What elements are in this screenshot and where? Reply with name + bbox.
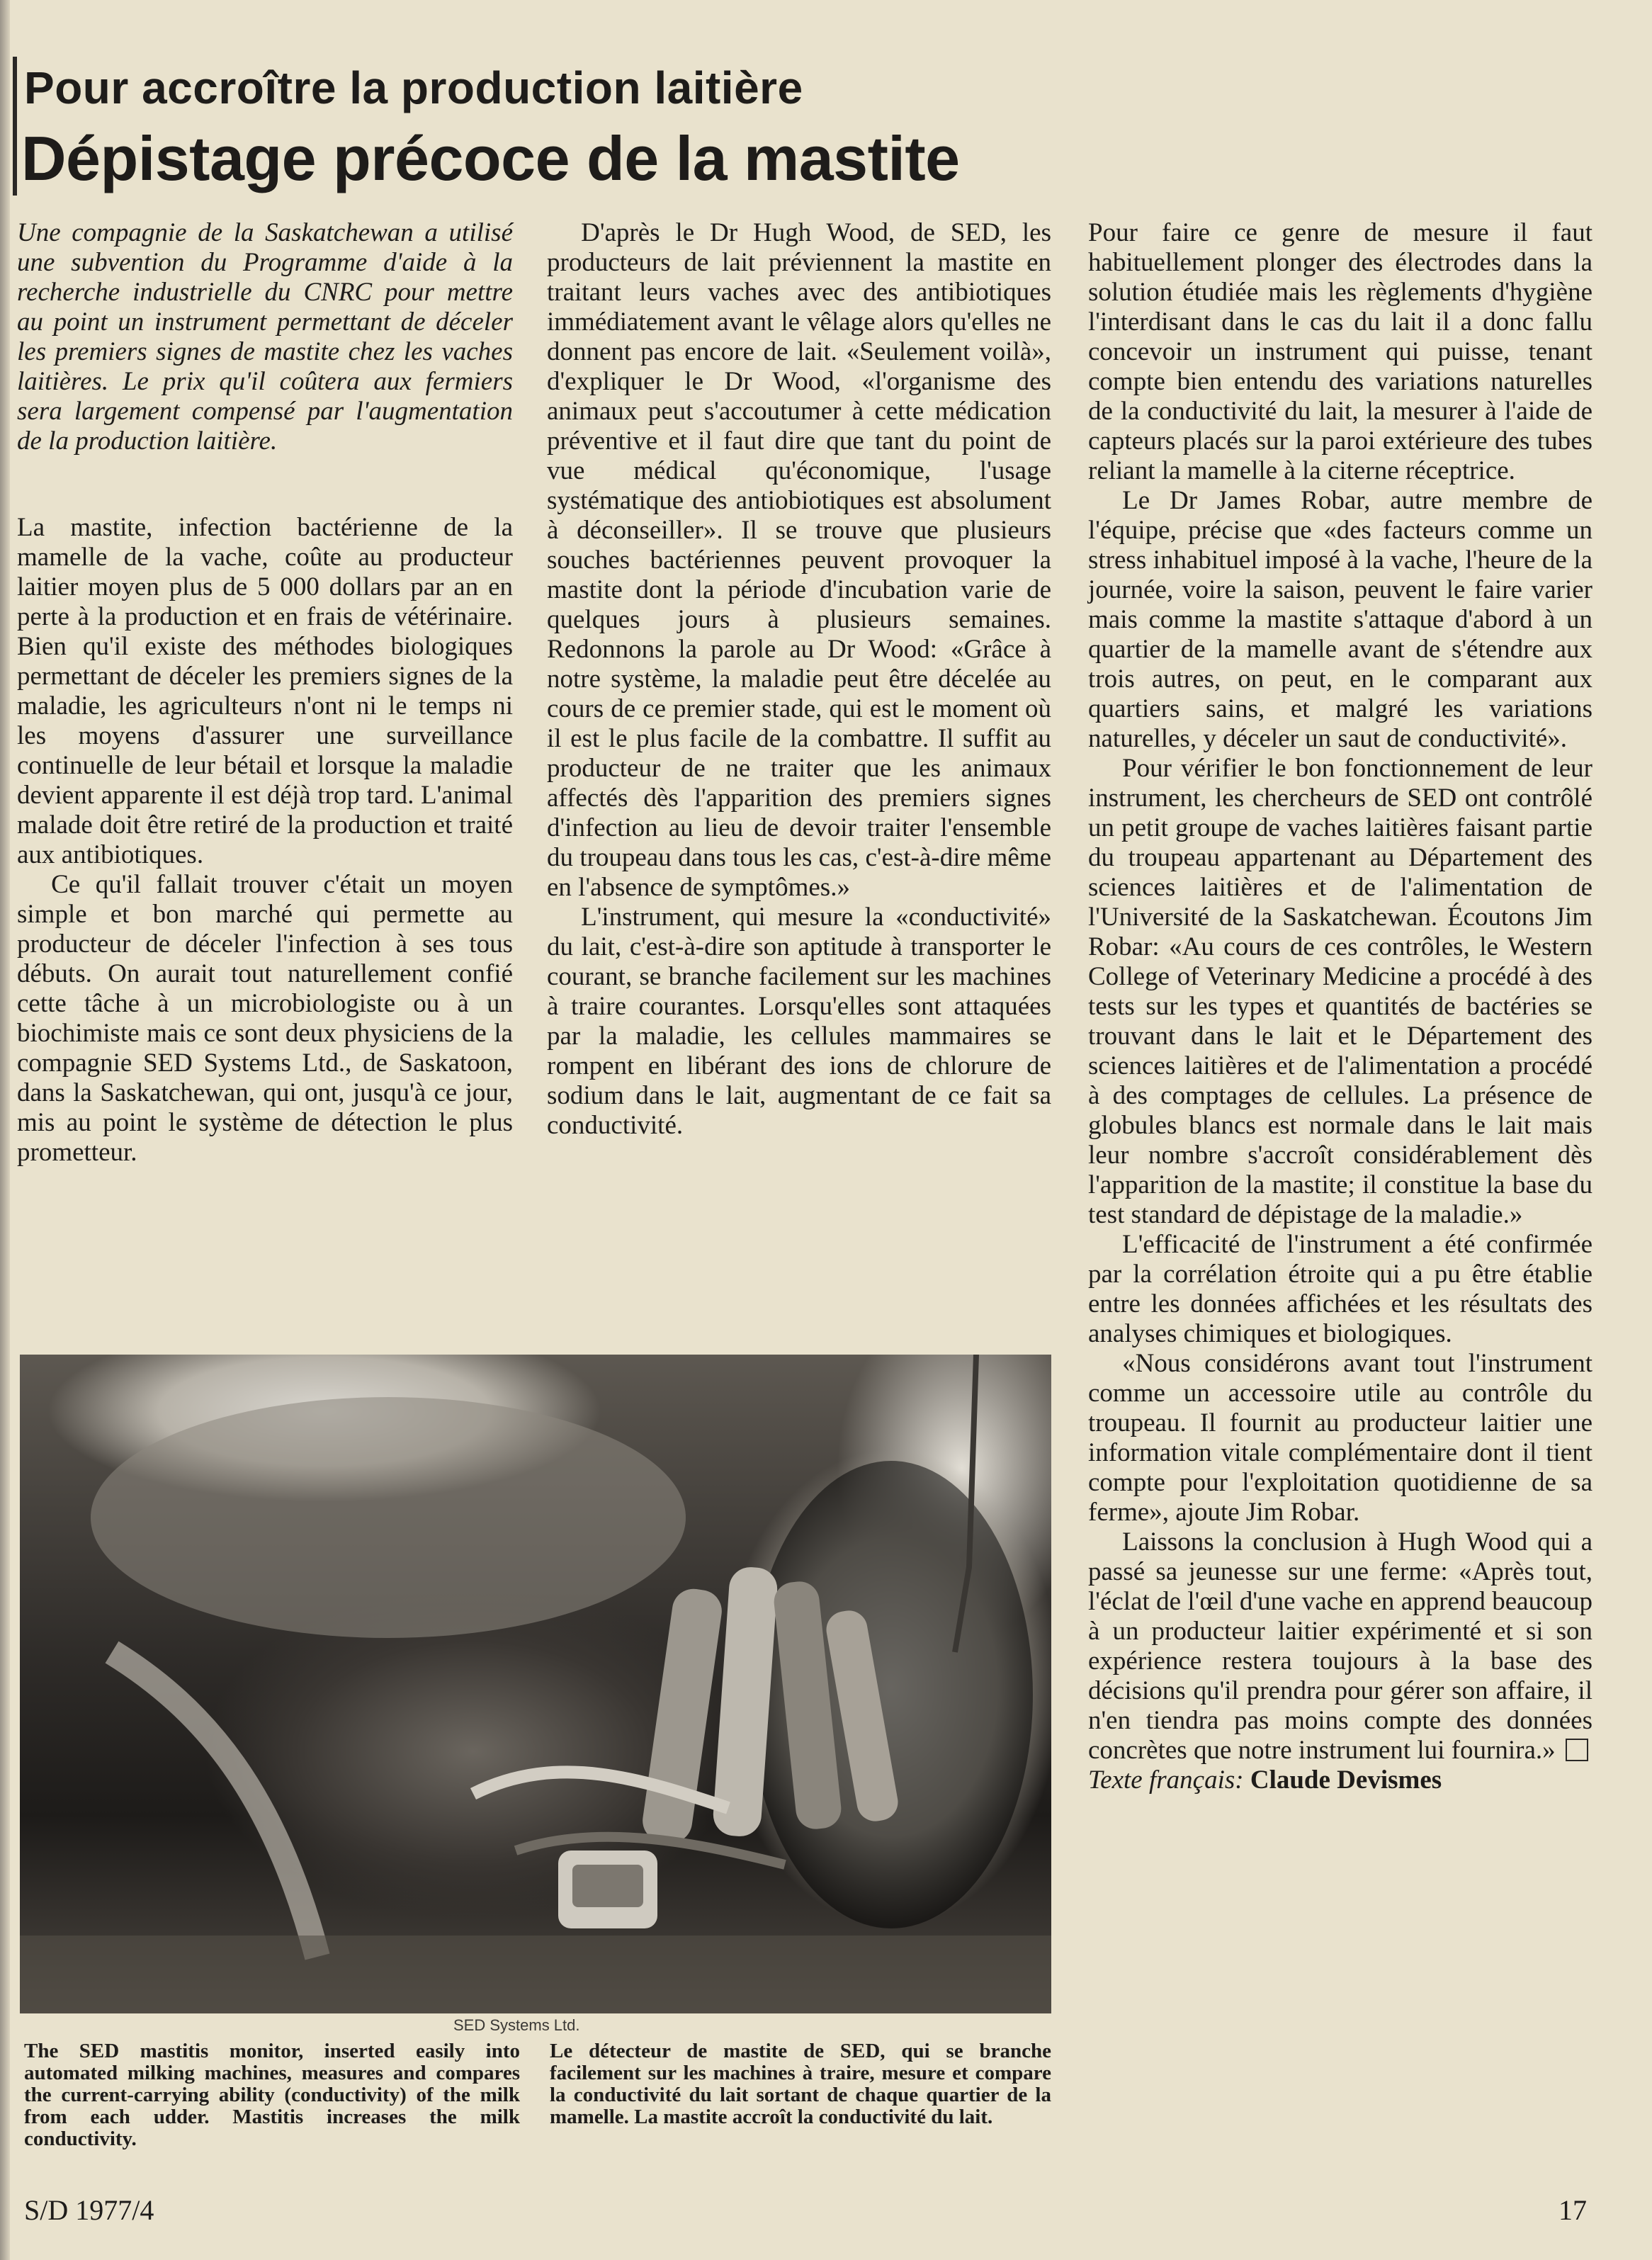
paragraph: L'instrument, qui mesure la «conductivité» du lait, c'est-à-dire son aptitude à transporter le courant, se branche facilement sur les machines à traire courantes. Lorsqu'elles sont attaquées par la maladie, les cellules mammaires se rompent en libérant des ions de chlorure de sodium dans le lait, augmentant de ce fait sa conductivité. [547,903,1051,1140]
caption-french: Le détecteur de mastite de SED, qui se branche facilement sur les machines à traire, mesure et compare la conductivité du lait sortant de chaque quartier de la mamelle. La mastite accroît la conductivité du lait. [550,2040,1051,2128]
photo-illustration [20,1355,1051,2013]
byline-prefix: Texte français: [1088,1765,1244,1795]
article-kicker: Pour accroître la production laitière [24,62,803,113]
byline [1088,1765,1592,1795]
paragraph: La mastite, infection bactérienne de la mamelle de la vache, coûte au producteur laitier moyen plus de 5 000 dollars par an en perte à la production et en frais de vétérinaire. Bien qu'il existe des méthodes biologiques permettant de déceler les premiers signes de la maladie, les agriculteurs n'ont ni le temps ni les moyens d'assurer une surveillance continuelle de leur bétail et lorsque la maladie devient apparente il est déjà trop tard. L'animal malade doit être retiré de la production et traité aux antibiotiques. [17,513,513,869]
paragraph: L'efficacité de l'instrument a été confirmée par la corrélation étroite qui a pu être établie entre les données affichées et les résultats des analyses chimiques et biologiques. [1088,1230,1592,1348]
paragraph: Ce qu'il fallait trouver c'était un moyen simple et bon marché qui permette au producteur de déceler l'infection à ses tous débuts. On aurait tout naturellement confié cette tâche à un microbiologiste ou à un biochimiste mais ce sont deux physiciens de la compagnie SED Systems Ltd., de Saskatoon, dans la Saskatchewan, qui ont, jusqu'à ce jour, mis au point le système de détection le plus prometteur. [17,870,513,1167]
paragraph: Pour vérifier le bon fonctionnement de leur instrument, les chercheurs de SED ont contrôlé un petit groupe de vaches laitières faisant partie du troupeau appartenant au Département des sciences laitières et de l'alimentation de l'Université de la Saskatchewan. Écoutons Jim Robar: «Au cours de ces contrôles, le Western College of Veterinary Medicine a procédé à des tests sur les types et quantités de bactéries se trouvant dans le lait et le Département des sciences laitières et de l'alimentation a procédé à des comptages de cellules. La présence de globules blancs est normale dans le lait mais leur nombre s'accroît considérablement dès l'apparition de la mastite; il constitue la base du test standard de dépistage de la maladie.» [1088,754,1592,1229]
issue-label: S/D 1977/4 [24,2194,154,2226]
paragraph-final [1088,1527,1592,1765]
lead-spacer [17,456,513,513]
photo-credit: SED Systems Ltd. [453,2016,580,2034]
title-rule [13,57,17,196]
column-1 [17,218,513,1168]
paragraph: Pour faire ce genre de mesure il faut habituellement plonger des électrodes dans la solution étudiée mais les règlements d'hygiène l'interdisant dans le cas du lait il a donc fallu concevoir un instrument qui puisse, tenant compte bien entendu des variations naturelles de la conductivité du lait, la mesurer à l'aide de capteurs placés sur la paroi extérieure des tubes reliant la mamelle à la citerne réceptrice. [1088,218,1592,485]
page-binding-edge [0,0,10,2260]
article-headline: Dépistage précoce de la mastite [21,123,960,193]
paragraph: D'après le Dr Hugh Wood, de SED, les producteurs de lait préviennent la mastite en traitant leurs vaches avec des antibiotiques immédiatement avant le vêlage alors qu'elles ne donnent pas encore de lait. «Seulement voilà», d'expliquer le Dr Wood, «l'organisme des animaux peut s'accoutumer à cette médication préventive et il faut dire que tant du point de vue médical qu'économique, l'usage systématique des antiobiotiques est absolument à déconseiller». Il se trouve que plusieurs souches bactériennes peuvent provoquer la mastite dont la période d'incubation varie de quelques jours à plusieurs semaines. Redonnons la parole au Dr Wood: «Grâce à notre système, la maladie peut être décelée au cours de ce premier stade, qui est le moment où il est le plus facile de la combattre. Il suffit au producteur de ne traiter que les animaux affectés dès l'apparition des premiers signes d'infection au lieu de devoir traiter l'ensemble du troupeau dans tous les cas, c'est-à-dire même en l'absence de symptômes.» [547,218,1051,902]
milking-machine-photo [20,1355,1051,2013]
end-of-article-mark [1566,1739,1588,1761]
byline-name: Claude Devismes [1250,1765,1442,1795]
caption-english: The SED mastitis monitor, inserted easily into automated milking machines, measures and compares the current-carrying ability (conductivity) of the milk from each udder. Mastitis increases the milk conductivity. [24,2040,520,2150]
column-3 [1088,218,1592,1795]
paragraph: «Nous considérons avant tout l'instrument comme un accessoire utile au contrôle du troupeau. Il fournit au producteur laitier une information vitale complémentaire dont il tient compte pour l'exploitation quotidienne de sa ferme», ajoute Jim Robar. [1088,1349,1592,1527]
column-2 [547,218,1051,1141]
paragraph-final-text: Laissons la conclusion à Hugh Wood qui a passé sa jeunesse sur une ferme: «Après tout, l'éclat de l'œil d'une vache en apprend beaucoup à un producteur laitier expérimenté et si son expérience restera toujours à la base des décisions qu'il prendra pour gérer son affaire, il n'en tiendra pas moins compte des données concrètes que notre instrument lui fournira.» [1088,1527,1592,1765]
paragraph: Le Dr James Robar, autre membre de l'équipe, précise que «des facteurs comme un stress inhabituel imposé à la vache, l'heure de la journée, voire la saison, peuvent le faire varier mais comme la mastite s'attaque d'abord à un quartier de la mamelle avant de s'étendre aux trois autres, on peut, en le comparant aux quartiers sains, et malgré les variations naturelles, y déceler un saut de conductivité». [1088,486,1592,753]
article-lead: Une compagnie de la Saskatchewan a utilisé une subvention du Programme d'aide à la recherche industrielle du CNRC pour mettre au point un instrument permettant de déceler les premiers signes de mastite chez les vaches laitières. Le prix qu'il coûtera aux fermiers sera largement compensé par l'augmentation de la production laitière. [17,218,513,456]
page-number: 17 [1558,2194,1587,2226]
